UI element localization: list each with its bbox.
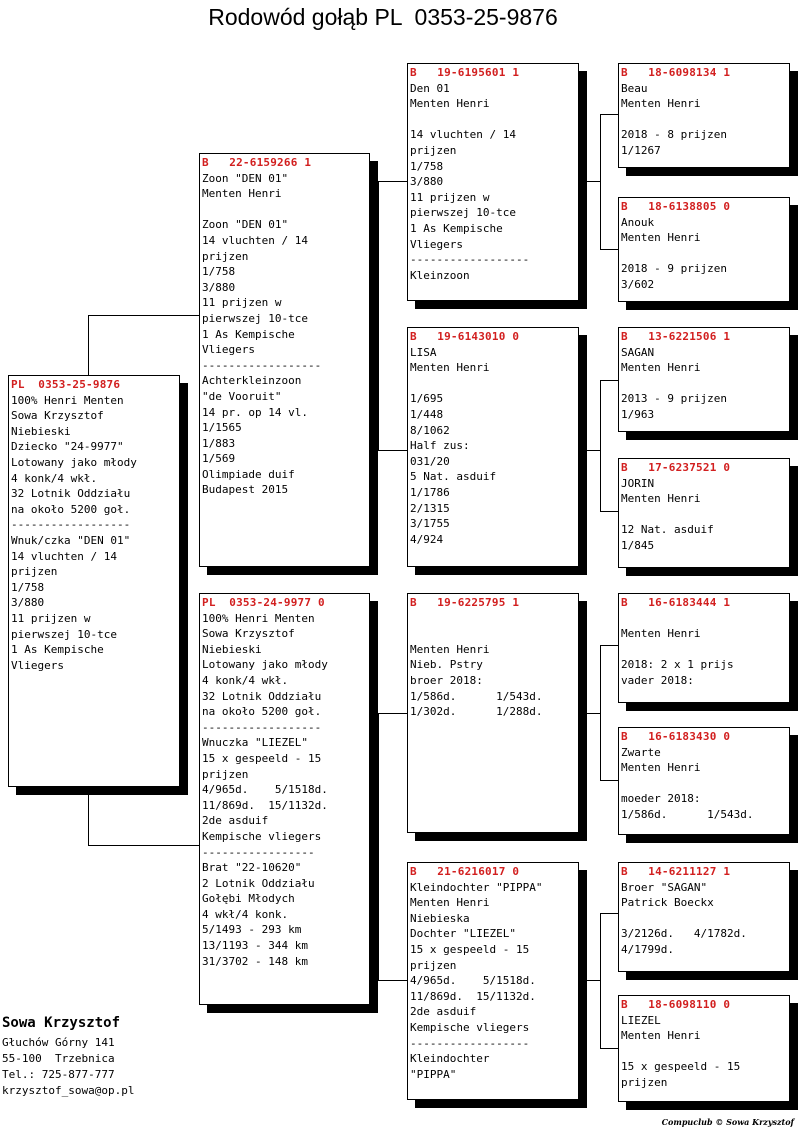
detail-line: Menten Henri xyxy=(410,642,490,656)
detail-line: ------------------ xyxy=(410,253,530,267)
detail-line: ------------------ xyxy=(11,518,131,532)
detail-line: LISA xyxy=(410,345,437,359)
pigeon-card-mfm[interactable] xyxy=(618,727,790,835)
detail-line: 11/869d. 15/1132d. xyxy=(410,989,536,1003)
ring-number: B 19-6143010 0 xyxy=(410,330,520,343)
detail-line: pierwszej 10-tce xyxy=(410,206,516,220)
detail-line: 14 pr. op 14 vl. xyxy=(202,405,308,419)
detail-line: pierwszej 10-tce xyxy=(202,311,308,325)
detail-line xyxy=(410,611,576,627)
detail-line: Menten Henri xyxy=(410,97,490,111)
pigeon-card-mff[interactable] xyxy=(618,593,790,703)
owner-address-line: Głuchów Górny 141 xyxy=(2,1036,115,1049)
connector-line xyxy=(578,980,600,981)
pigeon-card-father-father[interactable] xyxy=(407,63,579,301)
detail-line: Zoon "DEN 01" xyxy=(202,218,289,232)
detail-line: 2018 - 8 prijzen xyxy=(621,128,727,142)
detail-line: Dochter "LIEZEL" xyxy=(410,927,516,941)
owner-name: Sowa Krzysztof xyxy=(2,1015,121,1031)
pigeon-details xyxy=(621,476,787,554)
detail-line: Vliegers xyxy=(202,343,255,357)
detail-line: "de Vooruit" xyxy=(202,389,282,403)
detail-line: 100% Henri Menten xyxy=(11,393,124,407)
connector-line xyxy=(600,380,601,511)
detail-line: Sowa Krzysztof xyxy=(11,409,104,423)
pigeon-card-fmf[interactable] xyxy=(618,327,790,432)
detail-line: Vliegers xyxy=(410,237,463,251)
connector-line xyxy=(600,380,619,381)
detail-line: 1/758 xyxy=(202,265,236,279)
detail-line xyxy=(621,1044,787,1060)
detail-line: prijzen xyxy=(410,143,457,157)
owner-phone: Tel.: 725-877-777 xyxy=(2,1068,115,1081)
detail-line: Kleindochter xyxy=(410,1052,490,1066)
pedigree-title: Rodowód gołąb PL 0353-25-9876 xyxy=(208,4,558,30)
detail-line: LIEZEL xyxy=(621,1013,661,1027)
detail-line: Zoon "DEN 01" xyxy=(202,171,289,185)
detail-line: 2de asduif xyxy=(410,1005,477,1019)
detail-line xyxy=(410,626,576,642)
detail-line: 15 x gespeeld - 15 xyxy=(621,1060,741,1074)
ring-number: B 16-6183430 0 xyxy=(621,730,731,743)
connector-line xyxy=(88,787,89,845)
connector-line xyxy=(600,249,619,250)
detail-line: Menten Henri xyxy=(410,361,490,375)
detail-line: Vliegers xyxy=(11,658,64,672)
detail-line: 2/1315 xyxy=(410,501,450,515)
connector-line xyxy=(378,181,408,182)
pigeon-card-ffm[interactable] xyxy=(618,197,790,302)
connector-line xyxy=(578,713,600,714)
pigeon-details xyxy=(621,215,787,293)
pigeon-card-father-mother[interactable] xyxy=(407,327,579,567)
ring-number: PL 0353-25-9876 xyxy=(11,378,121,391)
detail-line: 4 konk/4 wkł. xyxy=(11,471,98,485)
detail-line: 31/3702 - 148 km xyxy=(202,954,308,968)
detail-line: 11 prijzen w xyxy=(202,296,282,310)
connector-line xyxy=(600,913,601,1048)
owner-info xyxy=(2,1015,134,1099)
pigeon-card-fmm[interactable] xyxy=(618,458,790,568)
detail-line: Menten Henri xyxy=(621,761,701,775)
detail-line: 1/1267 xyxy=(621,143,661,157)
connector-line xyxy=(578,450,600,451)
detail-line: Niebieski xyxy=(202,642,262,656)
detail-line: Menten Henri xyxy=(621,361,701,375)
detail-line: Broer "SAGAN" xyxy=(621,880,708,894)
connector-line xyxy=(600,645,619,646)
detail-line: ----------------- xyxy=(202,845,315,859)
detail-line: ------------------ xyxy=(202,358,322,372)
detail-line: na około 5200 goł. xyxy=(11,502,131,516)
detail-line: Sowa Krzysztof xyxy=(202,627,295,641)
detail-line: JORIN xyxy=(621,476,655,490)
detail-line: 1/845 xyxy=(621,538,655,552)
detail-line: 1 As Kempische xyxy=(202,327,295,341)
detail-line: ------------------ xyxy=(202,720,322,734)
detail-line: Wnuk/czka "DEN 01" xyxy=(11,533,131,547)
ring-number: B 19-6195601 1 xyxy=(410,66,520,79)
detail-line xyxy=(621,246,787,262)
detail-line: Menten Henri xyxy=(621,1029,701,1043)
detail-line xyxy=(621,911,787,927)
connector-line xyxy=(600,780,619,781)
detail-line: 14 vluchten / 14 xyxy=(410,128,516,142)
pigeon-card-mmm[interactable] xyxy=(618,995,790,1102)
ring-number: B 22-6159266 1 xyxy=(202,156,312,169)
detail-line: Dziecko "24-9977" xyxy=(11,440,124,454)
detail-line: 031/20 xyxy=(410,454,450,468)
detail-line: Niebieska xyxy=(410,911,470,925)
detail-line: 13/1193 - 344 km xyxy=(202,939,308,953)
detail-line: Patrick Boeckx xyxy=(621,896,714,910)
pigeon-details xyxy=(621,880,787,958)
detail-line: 3/880 xyxy=(202,280,236,294)
connector-line xyxy=(600,114,619,115)
pigeon-card-fff[interactable] xyxy=(618,63,790,168)
detail-line: 5 Nat. asduif xyxy=(410,470,497,484)
detail-line xyxy=(621,776,787,792)
pigeon-details xyxy=(621,611,787,689)
pigeon-card-main[interactable] xyxy=(8,375,180,787)
detail-line: 11/869d. 15/1132d. xyxy=(202,798,328,812)
detail-line: 15 x gespeeld - 15 xyxy=(202,751,322,765)
connector-line xyxy=(369,845,379,846)
detail-line: Menten Henri xyxy=(202,187,282,201)
detail-line: Lotowany jako młody xyxy=(202,658,328,672)
ring-number: PL 0353-24-9977 0 xyxy=(202,596,325,609)
detail-line: 100% Henri Menten xyxy=(202,611,315,625)
connector-line xyxy=(600,913,619,914)
detail-line: 4/965d. 5/1518d. xyxy=(202,783,328,797)
detail-line: Menten Henri xyxy=(410,896,490,910)
ring-number: B 18-6098110 0 xyxy=(621,998,731,1011)
detail-line: 1/302d. 1/288d. xyxy=(410,705,543,719)
pigeon-details xyxy=(621,345,787,423)
detail-line: prijzen xyxy=(410,958,457,972)
detail-line: na około 5200 goł. xyxy=(202,705,322,719)
detail-line: Anouk xyxy=(621,215,655,229)
ring-number: B 16-6183444 1 xyxy=(621,596,731,609)
detail-line: 8/1062 xyxy=(410,423,450,437)
ring-number: B 18-6098134 1 xyxy=(621,66,731,79)
detail-line: Budapest 2015 xyxy=(202,483,289,497)
detail-line: 4/924 xyxy=(410,532,444,546)
detail-line: 1/586d. 1/543d. xyxy=(621,807,754,821)
detail-line: 1 As Kempische xyxy=(410,221,503,235)
owner-address-line: 55-100 Trzebnica xyxy=(2,1052,115,1065)
pigeon-card-mmf[interactable] xyxy=(618,862,790,972)
detail-line: 4/1799d. xyxy=(621,942,674,956)
connector-line xyxy=(88,315,199,316)
pigeon-card-mother-father[interactable] xyxy=(407,593,579,833)
connector-line xyxy=(378,980,408,981)
detail-line xyxy=(621,642,787,658)
detail-line: Kleinzoon xyxy=(410,268,470,282)
detail-line xyxy=(621,112,787,128)
ring-number: B 18-6138805 0 xyxy=(621,200,731,213)
detail-line: Half zus: xyxy=(410,439,470,453)
detail-line xyxy=(410,376,576,392)
pigeon-card-mother-mother[interactable] xyxy=(407,862,579,1100)
detail-line: Wnuczka "LIEZEL" xyxy=(202,736,308,750)
detail-line: 1/963 xyxy=(621,407,655,421)
detail-line: Brat "22-10620" xyxy=(202,861,302,875)
ring-number: B 21-6216017 0 xyxy=(410,865,520,878)
detail-line: Achterkleinzoon xyxy=(202,374,302,388)
detail-line: 1/758 xyxy=(11,580,45,594)
detail-line: 12 Nat. asduif xyxy=(621,523,714,537)
pigeon-details xyxy=(410,880,576,1083)
detail-line: 2 Lotnik Oddziału xyxy=(202,876,315,890)
detail-line: "PIPPA" xyxy=(410,1067,457,1081)
detail-line: Nieb. Pstry xyxy=(410,658,483,672)
detail-line: prijzen xyxy=(621,1075,668,1089)
detail-line: Lotowany jako młody xyxy=(11,455,137,469)
detail-line xyxy=(621,376,787,392)
detail-line: prijzen xyxy=(202,249,249,263)
connector-line xyxy=(600,645,601,780)
connector-line xyxy=(378,713,379,980)
ring-number: B 19-6225795 1 xyxy=(410,596,520,609)
detail-line: ------------------ xyxy=(410,1036,530,1050)
detail-line: Gołębi Młodych xyxy=(202,892,295,906)
pigeon-details xyxy=(202,611,367,970)
detail-line: 4 wkł/4 konk. xyxy=(202,907,289,921)
detail-line: 1/758 xyxy=(410,159,444,173)
detail-line: 32 Lotnik Oddziału xyxy=(202,689,322,703)
detail-line: 3/602 xyxy=(621,277,655,291)
connector-line xyxy=(578,181,600,182)
detail-line: broer 2018: xyxy=(410,673,483,687)
pigeon-details xyxy=(410,611,576,720)
detail-line: 1/1786 xyxy=(410,485,450,499)
detail-line: Menten Henri xyxy=(621,231,701,245)
detail-line: pierwszej 10-tce xyxy=(11,627,117,641)
detail-line: 32 Lotnik Oddziału xyxy=(11,487,131,501)
detail-line: Olimpiade duif xyxy=(202,467,295,481)
detail-line: Menten Henri xyxy=(621,492,701,506)
connector-line xyxy=(88,315,89,377)
connector-line xyxy=(600,1048,619,1049)
detail-line: Beau xyxy=(621,81,648,95)
detail-line: 4/965d. 5/1518d. xyxy=(410,974,536,988)
detail-line: 14 vluchten / 14 xyxy=(202,233,308,247)
detail-line: 1/448 xyxy=(410,407,444,421)
detail-line: 2de asduif xyxy=(202,814,269,828)
pigeon-details xyxy=(621,745,787,823)
detail-line xyxy=(621,611,787,627)
ring-number: B 17-6237521 0 xyxy=(621,461,731,474)
detail-line: Kempische vliegers xyxy=(410,1020,530,1034)
pigeon-details xyxy=(410,81,576,284)
detail-line: 2013 - 9 prijzen xyxy=(621,392,727,406)
detail-line: 1/883 xyxy=(202,436,236,450)
detail-line: moeder 2018: xyxy=(621,792,701,806)
detail-line: 1/1565 xyxy=(202,421,242,435)
detail-line: Zwarte xyxy=(621,745,661,759)
ring-number: B 14-6211127 1 xyxy=(621,865,731,878)
detail-line: 1/569 xyxy=(202,452,236,466)
owner-email[interactable]: krzysztof_sowa@op.pl xyxy=(2,1084,135,1097)
connector-line xyxy=(369,315,379,316)
detail-line: Kempische vliegers xyxy=(202,829,322,843)
pigeon-details xyxy=(410,345,576,548)
detail-line: 14 vluchten / 14 xyxy=(11,549,117,563)
connector-line xyxy=(378,713,408,714)
connector-line xyxy=(600,511,619,512)
detail-line: 2018 - 9 prijzen xyxy=(621,262,727,276)
detail-line: SAGAN xyxy=(621,345,655,359)
detail-line xyxy=(202,202,367,218)
pigeon-details xyxy=(621,1013,787,1091)
detail-line xyxy=(621,507,787,523)
detail-line: 11 prijzen w xyxy=(11,611,91,625)
pigeon-details xyxy=(202,171,367,498)
detail-line: 1/586d. 1/543d. xyxy=(410,689,543,703)
detail-line: vader 2018: xyxy=(621,673,694,687)
detail-line xyxy=(410,112,576,128)
detail-line: 1 As Kempische xyxy=(11,643,104,657)
detail-line: Kleindochter "PIPPA" xyxy=(410,880,543,894)
detail-line: Menten Henri xyxy=(621,627,701,641)
detail-line: Menten Henri xyxy=(621,97,701,111)
detail-line: 15 x gespeeld - 15 xyxy=(410,942,530,956)
detail-line: 1/695 xyxy=(410,392,444,406)
detail-line: 3/2126d. 4/1782d. xyxy=(621,927,747,941)
pigeon-details xyxy=(11,393,177,674)
footer-credit: Compuclub © Sowa Krzysztof xyxy=(661,1117,794,1127)
detail-line: prijzen xyxy=(202,767,249,781)
pigeon-card-father[interactable] xyxy=(199,153,370,567)
detail-line: 11 prijzen w xyxy=(410,190,490,204)
detail-line: prijzen xyxy=(11,565,58,579)
connector-line xyxy=(88,845,199,846)
connector-line xyxy=(600,114,601,249)
detail-line: Niebieski xyxy=(11,424,71,438)
detail-line: 3/880 xyxy=(410,175,444,189)
detail-line: Den 01 xyxy=(410,81,450,95)
detail-line: 2018: 2 x 1 prijs xyxy=(621,658,734,672)
connector-line xyxy=(378,450,408,451)
detail-line: 4 konk/4 wkł. xyxy=(202,673,289,687)
pigeon-card-mother[interactable] xyxy=(199,593,370,1005)
ring-number: B 13-6221506 1 xyxy=(621,330,731,343)
detail-line: 5/1493 - 293 km xyxy=(202,923,302,937)
detail-line: 3/1755 xyxy=(410,517,450,531)
pigeon-details xyxy=(621,81,787,159)
detail-line: 3/880 xyxy=(11,596,45,610)
